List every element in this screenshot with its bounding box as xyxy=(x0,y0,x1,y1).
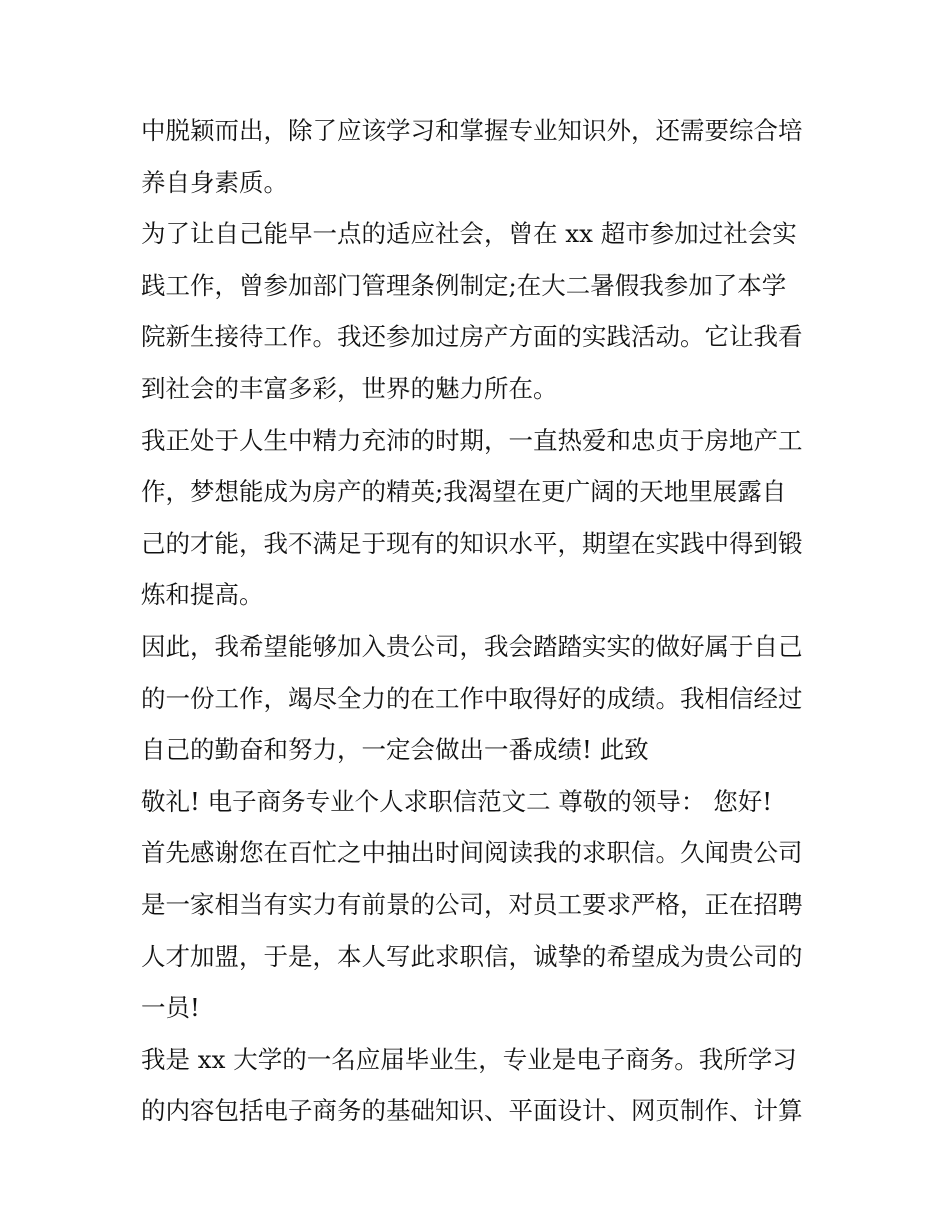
text-line: 为了让自己能早一点的适应社会，曾在 xx 超市参加过社会实 xyxy=(141,219,797,249)
document-body-text xyxy=(141,105,821,1137)
text-line: 院新生接待工作。我还参加过房产方面的实践活动。它让我看 xyxy=(141,322,803,352)
text-line: 我正处于人生中精力充沛的时期，一直热爱和忠贞于房地产工 xyxy=(141,425,803,455)
text-line: 作，梦想能成为房产的精英;我渴望在更广阔的天地里展露自 xyxy=(141,477,787,507)
text-line: 养自身素质。 xyxy=(141,167,288,197)
text-line: 的一份工作，竭尽全力的在工作中取得好的成绩。我相信经过 xyxy=(141,683,803,713)
text-line: 敬礼! 电子商务专业个人求职信范文二 尊敬的领导： 您好! xyxy=(141,786,773,816)
text-line: 我是 xx 大学的一名应届毕业生，专业是电子商务。我所学习 xyxy=(141,1044,797,1074)
text-line: 因此，我希望能够加入贵公司，我会踏踏实实的做好属于自己 xyxy=(141,631,803,661)
text-line: 践工作，曾参加部门管理条例制定;在大二暑假我参加了本学 xyxy=(141,270,787,300)
text-line: 一员! xyxy=(141,993,200,1023)
text-line: 中脱颖而出，除了应该学习和掌握专业知识外，还需要综合培 xyxy=(141,116,803,145)
text-line: 自己的勤奋和努力，一定会做出一番成绩! 此致 xyxy=(141,735,649,765)
text-line: 炼和提高。 xyxy=(141,580,264,610)
text-line: 人才加盟，于是，本人写此求职信，诚挚的希望成为贵公司的 xyxy=(141,941,803,971)
text-line: 到社会的丰富多彩，世界的魅力所在。 xyxy=(141,373,558,403)
text-line: 首先感谢您在百忙之中抽出时间阅读我的求职信。久闻贵公司 xyxy=(141,838,803,868)
text-line: 是一家相当有实力有前景的公司，对员工要求严格，正在招聘 xyxy=(141,889,803,919)
text-line: 己的才能，我不满足于现有的知识水平，期望在实践中得到锻 xyxy=(141,528,803,558)
text-line: 的内容包括电子商务的基础知识、平面设计、网页制作、计算 xyxy=(141,1096,803,1126)
